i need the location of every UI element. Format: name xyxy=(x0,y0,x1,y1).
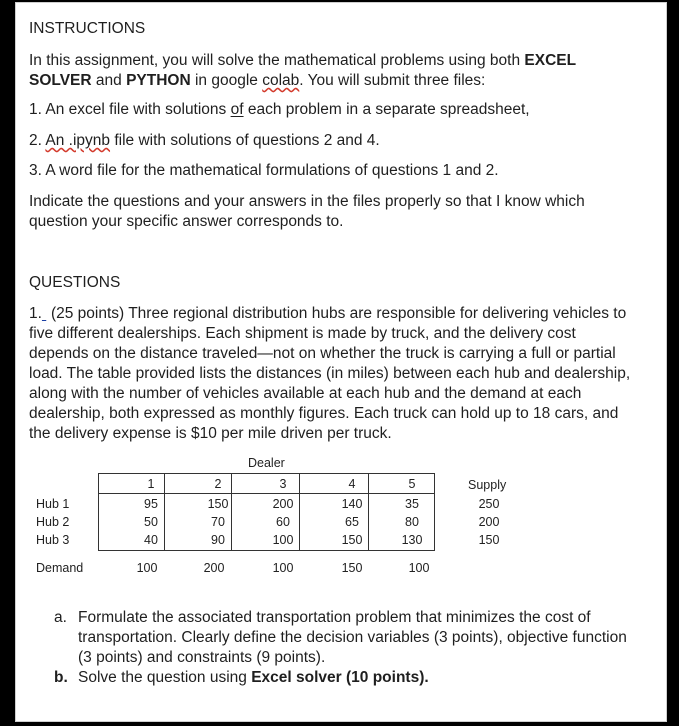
column-header-2: 2 xyxy=(214,477,222,491)
question-1-line-4: load. The table provided lists the distances (in miles) between each hub and dealership, xyxy=(29,365,631,382)
part-a-label: a. xyxy=(54,609,67,626)
column-header-3: 3 xyxy=(279,477,287,491)
instruction-item-1: 1. An excel file with solutions of each problem in a separate spreadsheet, xyxy=(29,101,530,118)
part-a-line-3: (3 points) and constraints (9 points). xyxy=(78,649,326,666)
supply-value-hub-3: 150 xyxy=(478,533,500,547)
question-1-line-7: the delivery expense is $10 per mile driven per truck. xyxy=(29,425,392,442)
table-cell: 35 xyxy=(405,497,419,511)
table-cell: 150 xyxy=(341,533,363,547)
demand-value: 100 xyxy=(272,561,294,575)
header-rule xyxy=(98,473,434,474)
instruction-item-3: 3. A word file for the mathematical formulations of questions 1 and 2. xyxy=(29,162,499,179)
table-cell: 65 xyxy=(345,515,359,529)
document-page xyxy=(15,2,667,722)
body-top-rule xyxy=(98,493,434,494)
part-a-line-1: Formulate the associated transportation problem that minimizes the cost of xyxy=(78,609,591,626)
table-cell: 60 xyxy=(276,515,290,529)
part-b-label: b. xyxy=(54,669,68,686)
intro-line-2: SOLVER and PYTHON in google colab. You will submit three files: xyxy=(29,72,486,89)
dealer-header: Dealer xyxy=(248,456,285,470)
closing-line-2: question your specific answer corresponds to. xyxy=(29,213,344,230)
column-header-1: 1 xyxy=(147,477,155,491)
column-header-5: 5 xyxy=(408,477,416,491)
row-label-hub-2: Hub 2 xyxy=(36,515,70,529)
question-1-line-3: depends on the distance traveled—not on whether the truck is carrying a full or partial xyxy=(29,345,616,362)
body-bottom-rule xyxy=(98,550,434,551)
instructions-heading: INSTRUCTIONS xyxy=(29,20,146,37)
table-cell: 70 xyxy=(211,515,225,529)
table-cell: 130 xyxy=(401,533,423,547)
demand-value: 100 xyxy=(408,561,430,575)
question-1-line-6: dealership, both expressed as monthly figures. Each truck can hold up to 18 cars, and xyxy=(29,405,619,422)
table-cell: 50 xyxy=(144,515,158,529)
table-cell: 150 xyxy=(207,497,229,511)
row-label-hub-3: Hub 3 xyxy=(36,533,70,547)
column-header-4: 4 xyxy=(348,477,356,491)
demand-value: 100 xyxy=(136,561,158,575)
supply-value-hub-2: 200 xyxy=(478,515,500,529)
table-cell: 80 xyxy=(405,515,419,529)
table-cell: 95 xyxy=(144,497,158,511)
instruction-item-2: 2. An .ipynb file with solutions of questions 2 and 4. xyxy=(29,132,380,149)
questions-heading: QUESTIONS xyxy=(29,274,121,291)
demand-value: 150 xyxy=(341,561,363,575)
supply-value-hub-1: 250 xyxy=(478,497,500,511)
col-divider-0 xyxy=(98,473,99,551)
supply-header: Supply xyxy=(468,478,507,492)
part-a-line-2: transportation. Clearly define the decision variables (3 points), objective function xyxy=(78,629,627,646)
question-1-line-5: along with the number of vehicles available at each hub and the demand at each xyxy=(29,385,582,402)
demand-value: 200 xyxy=(203,561,225,575)
table-cell: 140 xyxy=(341,497,363,511)
part-b-line-1: Solve the question using Excel solver (10 points). xyxy=(78,669,429,686)
question-1-line-2: five different dealerships. Each shipment is made by truck, and the delivery cost xyxy=(29,325,576,342)
row-label-hub-1: Hub 1 xyxy=(36,497,70,511)
table-cell: 90 xyxy=(211,533,225,547)
table-cell: 200 xyxy=(272,497,294,511)
closing-line-1: Indicate the questions and your answers in the files properly so that I know which xyxy=(29,193,585,210)
table-cell: 100 xyxy=(272,533,294,547)
intro-line-1: In this assignment, you will solve the mathematical problems using both EXCEL xyxy=(29,52,577,69)
question-1-line-1: 1. (25 points) Three regional distribution hubs are responsible for delivering vehicles to xyxy=(29,305,627,322)
col-divider-5 xyxy=(434,473,435,551)
table-cell: 40 xyxy=(144,533,158,547)
row-label-demand: Demand xyxy=(36,561,84,575)
